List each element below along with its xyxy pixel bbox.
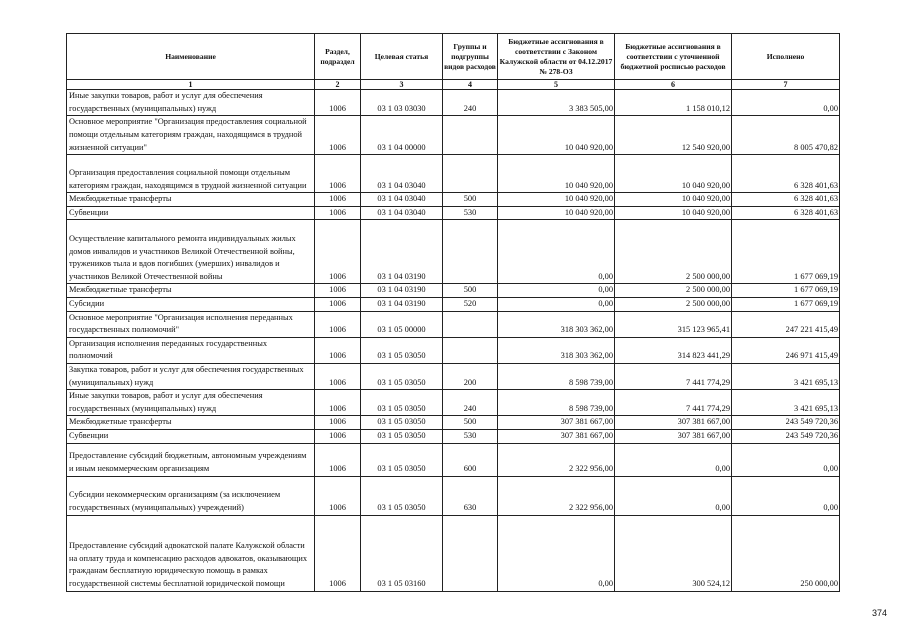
row-name: Закупка товаров, работ и услуг для обеспечения государственных (муниципальных) нужд [67, 363, 315, 389]
row-law: 2 322 956,00 [498, 476, 615, 515]
row-law: 8 598 739,00 [498, 363, 615, 389]
col-header-section: Раздел, подраздел [315, 34, 361, 80]
row-executed: 0,00 [732, 476, 840, 515]
row-target: 03 1 05 03050 [361, 363, 443, 389]
table-row [67, 416, 840, 430]
row-group: 530 [443, 206, 498, 220]
row-target: 03 1 04 03190 [361, 297, 443, 311]
row-law: 0,00 [498, 220, 615, 284]
row-section: 1006 [315, 284, 361, 298]
row-refined: 300 524,12 [615, 515, 732, 591]
table-row [67, 284, 840, 298]
row-name: Межбюджетные трансферты [67, 284, 315, 298]
row-name: Субсидии [67, 297, 315, 311]
row-target: 03 1 05 03050 [361, 416, 443, 430]
row-law: 2 322 956,00 [498, 443, 615, 476]
column-number: 4 [443, 80, 498, 90]
row-group: 600 [443, 443, 498, 476]
row-target: 03 1 03 03030 [361, 90, 443, 116]
row-refined: 307 381 667,00 [615, 416, 732, 430]
table-row [67, 206, 840, 220]
page-number: 374 [872, 608, 888, 618]
row-name: Субсидии некоммерческим организациям (за исключением государственных (муниципальных) учреждений) [67, 476, 315, 515]
column-number: 5 [498, 80, 615, 90]
row-group: 630 [443, 476, 498, 515]
row-law: 0,00 [498, 297, 615, 311]
row-name: Основное мероприятие "Организация предоставления социальной помощи отдельным категориям граждан, находящимся в трудной жизненной ситуации" [67, 116, 315, 155]
row-target: 03 1 04 03040 [361, 193, 443, 207]
table-row [67, 297, 840, 311]
row-group: 500 [443, 416, 498, 430]
row-executed: 247 221 415,49 [732, 311, 840, 337]
row-name: Субвенции [67, 206, 315, 220]
row-executed: 243 549 720,36 [732, 429, 840, 443]
row-law: 10 040 920,00 [498, 193, 615, 207]
row-name: Межбюджетные трансферты [67, 416, 315, 430]
table-row [67, 363, 840, 389]
row-name: Организация исполнения переданных государственных полномочий [67, 337, 315, 363]
row-refined: 0,00 [615, 476, 732, 515]
row-executed: 3 421 695,13 [732, 390, 840, 416]
column-number: 2 [315, 80, 361, 90]
row-executed: 246 971 415,49 [732, 337, 840, 363]
row-refined: 307 381 667,00 [615, 429, 732, 443]
col-header-target: Целевая статья [361, 34, 443, 80]
table-row [67, 116, 840, 155]
row-law: 0,00 [498, 515, 615, 591]
row-name: Предоставление субсидий адвокатской палате Калужской области на оплату труда и компенсацию расходов адвокатов, оказывающих гражданам бесплатную юридическую помощь в рамках государственной системы бесплатной юридической помощи [67, 515, 315, 591]
row-section: 1006 [315, 390, 361, 416]
row-target: 03 1 05 00000 [361, 311, 443, 337]
row-section: 1006 [315, 476, 361, 515]
row-executed: 0,00 [732, 443, 840, 476]
row-group: 530 [443, 429, 498, 443]
row-group [443, 337, 498, 363]
col-header-groups: Группы и подгруппы видов расходов [443, 34, 498, 80]
table-row [67, 390, 840, 416]
row-group: 520 [443, 297, 498, 311]
row-refined: 12 540 920,00 [615, 116, 732, 155]
row-executed: 243 549 720,36 [732, 416, 840, 430]
row-law: 307 381 667,00 [498, 429, 615, 443]
row-section: 1006 [315, 337, 361, 363]
row-law: 0,00 [498, 284, 615, 298]
row-refined: 314 823 441,29 [615, 337, 732, 363]
row-group: 500 [443, 284, 498, 298]
table-row [67, 476, 840, 515]
row-executed: 6 328 401,63 [732, 155, 840, 193]
row-refined: 10 040 920,00 [615, 155, 732, 193]
row-executed: 1 677 069,19 [732, 220, 840, 284]
row-refined: 1 158 010,12 [615, 90, 732, 116]
table-row [67, 515, 840, 591]
row-executed: 250 000,00 [732, 515, 840, 591]
row-law: 8 598 739,00 [498, 390, 615, 416]
row-name: Межбюджетные трансферты [67, 193, 315, 207]
row-group: 240 [443, 90, 498, 116]
row-section: 1006 [315, 429, 361, 443]
table-row [67, 90, 840, 116]
column-number: 7 [732, 80, 840, 90]
column-number-row [67, 80, 840, 90]
row-executed: 6 328 401,63 [732, 206, 840, 220]
header-row [67, 34, 840, 80]
row-name: Предоставление субсидий бюджетным, автономным учреждениям и иным некоммерческим организациям [67, 443, 315, 476]
row-section: 1006 [315, 206, 361, 220]
row-name: Основное мероприятие "Организация исполнения переданных государственных полномочий" [67, 311, 315, 337]
row-section: 1006 [315, 193, 361, 207]
table-row [67, 311, 840, 337]
row-target: 03 1 05 03050 [361, 429, 443, 443]
col-header-refined: Бюджетные ассигнования в соответствии с уточненной бюджетной росписью расходов [615, 34, 732, 80]
row-refined: 7 441 774,29 [615, 390, 732, 416]
row-target: 03 1 05 03050 [361, 476, 443, 515]
row-section: 1006 [315, 90, 361, 116]
row-law: 318 303 362,00 [498, 337, 615, 363]
row-executed: 1 677 069,19 [732, 297, 840, 311]
row-target: 03 1 04 03040 [361, 155, 443, 193]
column-number: 1 [67, 80, 315, 90]
row-section: 1006 [315, 297, 361, 311]
row-name: Иные закупки товаров, работ и услуг для обеспечения государственных (муниципальных) нужд [67, 90, 315, 116]
row-law: 318 303 362,00 [498, 311, 615, 337]
row-refined: 10 040 920,00 [615, 193, 732, 207]
table-row [67, 155, 840, 193]
col-header-executed: Исполнено [732, 34, 840, 80]
row-law: 10 040 920,00 [498, 155, 615, 193]
row-group [443, 515, 498, 591]
row-target: 03 1 05 03050 [361, 443, 443, 476]
row-target: 03 1 04 03190 [361, 220, 443, 284]
row-executed: 1 677 069,19 [732, 284, 840, 298]
row-executed: 0,00 [732, 90, 840, 116]
row-group [443, 155, 498, 193]
row-refined: 2 500 000,00 [615, 297, 732, 311]
row-section: 1006 [315, 443, 361, 476]
row-target: 03 1 04 03040 [361, 206, 443, 220]
row-section: 1006 [315, 155, 361, 193]
row-law: 10 040 920,00 [498, 206, 615, 220]
row-name: Организация предоставления социальной помощи отдельным категориям граждан, находящимся в трудной жизненной ситуации [67, 155, 315, 193]
row-refined: 2 500 000,00 [615, 284, 732, 298]
row-target: 03 1 04 00000 [361, 116, 443, 155]
column-number: 6 [615, 80, 732, 90]
budget-table [66, 33, 840, 592]
table-row [67, 220, 840, 284]
row-law: 10 040 920,00 [498, 116, 615, 155]
row-target: 03 1 05 03050 [361, 337, 443, 363]
row-group: 500 [443, 193, 498, 207]
row-refined: 10 040 920,00 [615, 206, 732, 220]
col-header-law: Бюджетные ассигнования в соответствии с Законом Калужской области от 04.12.2017 № 278-ОЗ [498, 34, 615, 80]
row-executed: 3 421 695,13 [732, 363, 840, 389]
row-target: 03 1 05 03050 [361, 390, 443, 416]
row-section: 1006 [315, 311, 361, 337]
row-section: 1006 [315, 416, 361, 430]
table-row [67, 443, 840, 476]
row-section: 1006 [315, 363, 361, 389]
table-row [67, 193, 840, 207]
table-row [67, 429, 840, 443]
row-group: 200 [443, 363, 498, 389]
row-group: 240 [443, 390, 498, 416]
row-group [443, 311, 498, 337]
row-section: 1006 [315, 515, 361, 591]
row-group [443, 220, 498, 284]
row-name: Иные закупки товаров, работ и услуг для обеспечения государственных (муниципальных) нужд [67, 390, 315, 416]
column-number: 3 [361, 80, 443, 90]
row-name: Осуществление капитального ремонта индивидуальных жилых домов инвалидов и участников Великой Отечественной войны, тружеников тыла и вдов погибших (умерших) инвалидов и участников Великой Отечественной войны [67, 220, 315, 284]
budget-table-sheet [66, 33, 840, 592]
row-law: 307 381 667,00 [498, 416, 615, 430]
row-section: 1006 [315, 220, 361, 284]
row-section: 1006 [315, 116, 361, 155]
row-refined: 7 441 774,29 [615, 363, 732, 389]
row-group [443, 116, 498, 155]
row-refined: 0,00 [615, 443, 732, 476]
row-executed: 8 005 470,82 [732, 116, 840, 155]
row-law: 3 383 505,00 [498, 90, 615, 116]
row-refined: 315 123 965,41 [615, 311, 732, 337]
col-header-name: Наименование [67, 34, 315, 80]
row-refined: 2 500 000,00 [615, 220, 732, 284]
table-row [67, 337, 840, 363]
row-target: 03 1 04 03190 [361, 284, 443, 298]
row-target: 03 1 05 03160 [361, 515, 443, 591]
row-executed: 6 328 401,63 [732, 193, 840, 207]
row-name: Субвенции [67, 429, 315, 443]
